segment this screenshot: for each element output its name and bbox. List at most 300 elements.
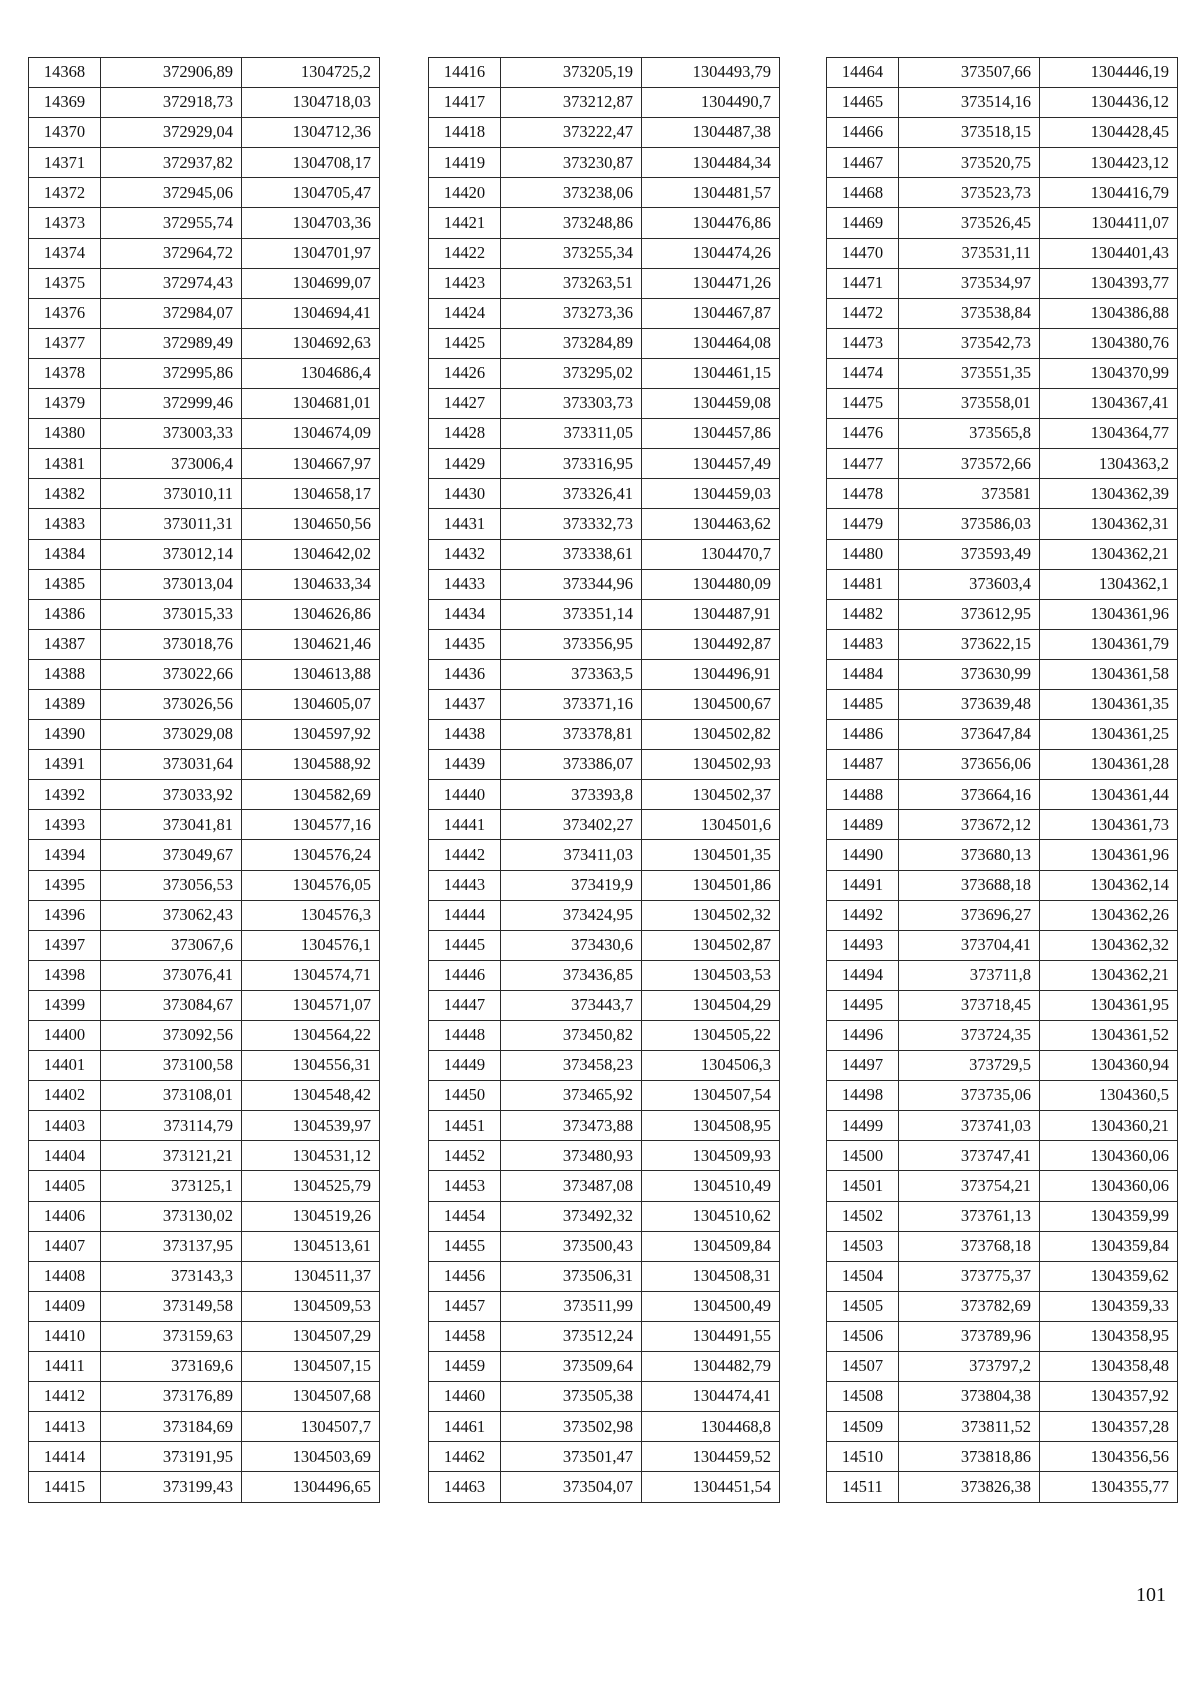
table-row [429,148,780,178]
table-row [29,449,380,479]
x-coordinate-cell: 372929,04 [101,118,242,148]
x-coordinate-cell: 373782,69 [899,1291,1040,1321]
table-row [29,208,380,238]
point-number-cell: 14430 [429,479,501,509]
x-coordinate-cell: 373487,08 [501,1171,642,1201]
point-number-cell: 14441 [429,810,501,840]
table-row [29,840,380,870]
point-number-cell: 14499 [827,1111,899,1141]
x-coordinate-cell: 373013,04 [101,569,242,599]
point-number-cell: 14454 [429,1201,501,1231]
point-number-cell: 14428 [429,419,501,449]
point-number-cell: 14445 [429,930,501,960]
point-number-cell: 14448 [429,1021,501,1051]
x-coordinate-cell: 373205,19 [501,58,642,88]
y-coordinate-cell: 1304359,62 [1040,1261,1178,1291]
table-row [429,750,780,780]
x-coordinate-cell: 373344,96 [501,569,642,599]
y-coordinate-cell: 1304355,77 [1040,1472,1178,1502]
x-coordinate-cell: 373514,16 [899,88,1040,118]
point-number-cell: 14427 [429,389,501,419]
x-coordinate-cell: 373639,48 [899,689,1040,719]
x-coordinate-cell: 373711,8 [899,960,1040,990]
x-coordinate-cell: 373041,81 [101,810,242,840]
table-row [29,599,380,629]
table-row [827,509,1178,539]
table-row [29,1291,380,1321]
x-coordinate-cell: 372918,73 [101,88,242,118]
point-number-cell: 14493 [827,930,899,960]
table-row [29,328,380,358]
table-row [827,1261,1178,1291]
point-number-cell: 14506 [827,1321,899,1351]
y-coordinate-cell: 1304500,49 [642,1291,780,1321]
point-number-cell: 14433 [429,569,501,599]
point-number-cell: 14392 [29,780,101,810]
y-coordinate-cell: 1304361,52 [1040,1021,1178,1051]
x-coordinate-cell: 373176,89 [101,1382,242,1412]
x-coordinate-cell: 373504,07 [501,1472,642,1502]
y-coordinate-cell: 1304507,68 [242,1382,380,1412]
x-coordinate-cell: 373248,86 [501,208,642,238]
y-coordinate-cell: 1304386,88 [1040,298,1178,328]
y-coordinate-cell: 1304363,2 [1040,449,1178,479]
point-number-cell: 14398 [29,960,101,990]
y-coordinate-cell: 1304360,5 [1040,1081,1178,1111]
table-row [827,1442,1178,1472]
y-coordinate-cell: 1304474,26 [642,238,780,268]
x-coordinate-cell: 372945,06 [101,178,242,208]
point-number-cell: 14465 [827,88,899,118]
table-row [827,1231,1178,1261]
y-coordinate-cell: 1304576,3 [242,900,380,930]
table-row [827,1291,1178,1321]
y-coordinate-cell: 1304428,45 [1040,118,1178,148]
x-coordinate-cell: 373011,31 [101,509,242,539]
y-coordinate-cell: 1304705,47 [242,178,380,208]
x-coordinate-cell: 373603,4 [899,569,1040,599]
x-coordinate-cell: 373273,36 [501,298,642,328]
y-coordinate-cell: 1304358,95 [1040,1321,1178,1351]
x-coordinate-cell: 373518,15 [899,118,1040,148]
table-row [429,389,780,419]
x-coordinate-cell: 373121,21 [101,1141,242,1171]
x-coordinate-cell: 373754,21 [899,1171,1040,1201]
x-coordinate-cell: 373199,43 [101,1472,242,1502]
table-row [429,449,780,479]
point-number-cell: 14450 [429,1081,501,1111]
table-row [29,358,380,388]
point-number-cell: 14507 [827,1352,899,1382]
point-number-cell: 14464 [827,58,899,88]
table-row [827,539,1178,569]
point-number-cell: 14436 [429,659,501,689]
x-coordinate-cell: 373565,8 [899,419,1040,449]
point-number-cell: 14503 [827,1231,899,1261]
x-coordinate-cell: 373593,49 [899,539,1040,569]
table-row [429,118,780,148]
point-number-cell: 14421 [429,208,501,238]
y-coordinate-cell: 1304577,16 [242,810,380,840]
x-coordinate-cell: 373492,32 [501,1201,642,1231]
y-coordinate-cell: 1304357,28 [1040,1412,1178,1442]
y-coordinate-cell: 1304501,86 [642,870,780,900]
x-coordinate-cell: 373114,79 [101,1111,242,1141]
point-number-cell: 14387 [29,629,101,659]
y-coordinate-cell: 1304701,97 [242,238,380,268]
table-row [29,960,380,990]
point-number-cell: 14425 [429,328,501,358]
x-coordinate-cell: 373506,31 [501,1261,642,1291]
table-row [827,58,1178,88]
point-number-cell: 14458 [429,1321,501,1351]
table-row [29,268,380,298]
point-number-cell: 14504 [827,1261,899,1291]
table-row [29,58,380,88]
x-coordinate-cell: 373130,02 [101,1201,242,1231]
point-number-cell: 14456 [429,1261,501,1291]
x-coordinate-cell: 373480,93 [501,1141,642,1171]
y-coordinate-cell: 1304492,87 [642,629,780,659]
table-row [429,238,780,268]
y-coordinate-cell: 1304361,73 [1040,810,1178,840]
y-coordinate-cell: 1304509,93 [642,1141,780,1171]
point-number-cell: 14403 [29,1111,101,1141]
table-row [29,509,380,539]
y-coordinate-cell: 1304507,54 [642,1081,780,1111]
y-coordinate-cell: 1304468,8 [642,1412,780,1442]
x-coordinate-cell: 373775,37 [899,1261,1040,1291]
x-coordinate-cell: 373378,81 [501,720,642,750]
x-coordinate-cell: 373026,56 [101,689,242,719]
table-row [827,659,1178,689]
y-coordinate-cell: 1304358,48 [1040,1352,1178,1382]
table-row [827,449,1178,479]
table-row [827,389,1178,419]
y-coordinate-cell: 1304370,99 [1040,358,1178,388]
y-coordinate-cell: 1304461,15 [642,358,780,388]
x-coordinate-cell: 372906,89 [101,58,242,88]
x-coordinate-cell: 373526,45 [899,208,1040,238]
y-coordinate-cell: 1304493,79 [642,58,780,88]
table-row [29,178,380,208]
table-row [827,1141,1178,1171]
table-row [827,148,1178,178]
table-row [827,990,1178,1020]
point-number-cell: 14410 [29,1321,101,1351]
point-number-cell: 14496 [827,1021,899,1051]
x-coordinate-cell: 373505,38 [501,1382,642,1412]
point-number-cell: 14431 [429,509,501,539]
x-coordinate-cell: 373509,64 [501,1352,642,1382]
point-number-cell: 14415 [29,1472,101,1502]
table-row [29,389,380,419]
table-row [827,328,1178,358]
y-coordinate-cell: 1304362,14 [1040,870,1178,900]
x-coordinate-cell: 373029,08 [101,720,242,750]
x-coordinate-cell: 373230,87 [501,148,642,178]
x-coordinate-cell: 373718,45 [899,990,1040,1020]
y-coordinate-cell: 1304459,52 [642,1442,780,1472]
table-row [429,569,780,599]
x-coordinate-cell: 373789,96 [899,1321,1040,1351]
point-number-cell: 14483 [827,629,899,659]
table-row [827,960,1178,990]
x-coordinate-cell: 373402,27 [501,810,642,840]
x-coordinate-cell: 373159,63 [101,1321,242,1351]
y-coordinate-cell: 1304513,61 [242,1231,380,1261]
table-row [827,178,1178,208]
table-row [827,810,1178,840]
table-row [29,118,380,148]
table-row [29,1201,380,1231]
point-number-cell: 14422 [429,238,501,268]
point-number-cell: 14399 [29,990,101,1020]
y-coordinate-cell: 1304423,12 [1040,148,1178,178]
y-coordinate-cell: 1304504,29 [642,990,780,1020]
point-number-cell: 14383 [29,509,101,539]
y-coordinate-cell: 1304571,07 [242,990,380,1020]
x-coordinate-cell: 373704,41 [899,930,1040,960]
point-number-cell: 14471 [827,268,899,298]
table-row [29,419,380,449]
table-row [429,539,780,569]
point-number-cell: 14390 [29,720,101,750]
x-coordinate-cell: 373326,41 [501,479,642,509]
y-coordinate-cell: 1304361,35 [1040,689,1178,719]
point-number-cell: 14463 [429,1472,501,1502]
y-coordinate-cell: 1304650,56 [242,509,380,539]
y-coordinate-cell: 1304718,03 [242,88,380,118]
x-coordinate-cell: 373520,75 [899,148,1040,178]
y-coordinate-cell: 1304362,1 [1040,569,1178,599]
point-number-cell: 14442 [429,840,501,870]
y-coordinate-cell: 1304548,42 [242,1081,380,1111]
y-coordinate-cell: 1304480,09 [642,569,780,599]
point-number-cell: 14388 [29,659,101,689]
y-coordinate-cell: 1304361,28 [1040,750,1178,780]
table-row [29,298,380,328]
table-row [429,1352,780,1382]
y-coordinate-cell: 1304364,77 [1040,419,1178,449]
table-row [29,1412,380,1442]
table-row [29,1021,380,1051]
coordinates-table-1 [28,57,380,1503]
point-number-cell: 14487 [827,750,899,780]
table-row [29,1261,380,1291]
point-number-cell: 14497 [827,1051,899,1081]
y-coordinate-cell: 1304416,79 [1040,178,1178,208]
y-coordinate-cell: 1304359,84 [1040,1231,1178,1261]
table-row [29,88,380,118]
y-coordinate-cell: 1304362,31 [1040,509,1178,539]
table-row [827,1472,1178,1502]
table-row [429,599,780,629]
x-coordinate-cell: 373062,43 [101,900,242,930]
x-coordinate-cell: 373534,97 [899,268,1040,298]
table-row [429,1171,780,1201]
x-coordinate-cell: 373100,58 [101,1051,242,1081]
point-number-cell: 14409 [29,1291,101,1321]
y-coordinate-cell: 1304360,94 [1040,1051,1178,1081]
x-coordinate-cell: 373356,95 [501,629,642,659]
table-row [827,1352,1178,1382]
table-row [827,298,1178,328]
point-number-cell: 14490 [827,840,899,870]
y-coordinate-cell: 1304357,92 [1040,1382,1178,1412]
y-coordinate-cell: 1304361,96 [1040,599,1178,629]
y-coordinate-cell: 1304481,57 [642,178,780,208]
y-coordinate-cell: 1304712,36 [242,118,380,148]
x-coordinate-cell: 373572,66 [899,449,1040,479]
coordinates-table-2 [428,57,780,1503]
y-coordinate-cell: 1304501,35 [642,840,780,870]
y-coordinate-cell: 1304362,26 [1040,900,1178,930]
table-row [827,479,1178,509]
y-coordinate-cell: 1304621,46 [242,629,380,659]
table-row [827,599,1178,629]
point-number-cell: 14443 [429,870,501,900]
x-coordinate-cell: 373511,99 [501,1291,642,1321]
x-coordinate-cell: 373729,5 [899,1051,1040,1081]
table-row [827,569,1178,599]
y-coordinate-cell: 1304574,71 [242,960,380,990]
point-number-cell: 14368 [29,58,101,88]
x-coordinate-cell: 373630,99 [899,659,1040,689]
point-number-cell: 14369 [29,88,101,118]
y-coordinate-cell: 1304467,87 [642,298,780,328]
point-number-cell: 14432 [429,539,501,569]
x-coordinate-cell: 373672,12 [899,810,1040,840]
x-coordinate-cell: 373137,95 [101,1231,242,1261]
x-coordinate-cell: 373108,01 [101,1081,242,1111]
point-number-cell: 14455 [429,1231,501,1261]
point-number-cell: 14502 [827,1201,899,1231]
point-number-cell: 14429 [429,449,501,479]
point-number-cell: 14414 [29,1442,101,1472]
x-coordinate-cell: 373255,34 [501,238,642,268]
x-coordinate-cell: 373411,03 [501,840,642,870]
y-coordinate-cell: 1304360,06 [1040,1171,1178,1201]
y-coordinate-cell: 1304506,3 [642,1051,780,1081]
y-coordinate-cell: 1304496,91 [642,659,780,689]
point-number-cell: 14494 [827,960,899,990]
point-number-cell: 14411 [29,1352,101,1382]
x-coordinate-cell: 373295,02 [501,358,642,388]
table-row [29,1111,380,1141]
x-coordinate-cell: 373424,95 [501,900,642,930]
x-coordinate-cell: 373238,06 [501,178,642,208]
x-coordinate-cell: 373169,6 [101,1352,242,1382]
point-number-cell: 14373 [29,208,101,238]
y-coordinate-cell: 1304360,06 [1040,1141,1178,1171]
table-row [429,990,780,1020]
x-coordinate-cell: 373696,27 [899,900,1040,930]
y-coordinate-cell: 1304490,7 [642,88,780,118]
x-coordinate-cell: 373622,15 [899,629,1040,659]
y-coordinate-cell: 1304436,12 [1040,88,1178,118]
y-coordinate-cell: 1304588,92 [242,750,380,780]
table-row [429,720,780,750]
point-number-cell: 14389 [29,689,101,719]
x-coordinate-cell: 373473,88 [501,1111,642,1141]
x-coordinate-cell: 373332,73 [501,509,642,539]
y-coordinate-cell: 1304525,79 [242,1171,380,1201]
point-number-cell: 14495 [827,990,899,1020]
x-coordinate-cell: 372995,86 [101,358,242,388]
y-coordinate-cell: 1304459,03 [642,479,780,509]
x-coordinate-cell: 373006,4 [101,449,242,479]
point-number-cell: 14459 [429,1352,501,1382]
x-coordinate-cell: 372955,74 [101,208,242,238]
x-coordinate-cell: 373724,35 [899,1021,1040,1051]
table-row [429,298,780,328]
y-coordinate-cell: 1304362,21 [1040,539,1178,569]
table-row [429,780,780,810]
x-coordinate-cell: 373149,58 [101,1291,242,1321]
y-coordinate-cell: 1304633,34 [242,569,380,599]
y-coordinate-cell: 1304500,67 [642,689,780,719]
table-row [429,1111,780,1141]
point-number-cell: 14486 [827,720,899,750]
point-number-cell: 14406 [29,1201,101,1231]
y-coordinate-cell: 1304487,91 [642,599,780,629]
y-coordinate-cell: 1304476,86 [642,208,780,238]
point-number-cell: 14510 [827,1442,899,1472]
point-number-cell: 14474 [827,358,899,388]
y-coordinate-cell: 1304361,44 [1040,780,1178,810]
x-coordinate-cell: 373076,41 [101,960,242,990]
x-coordinate-cell: 373538,84 [899,298,1040,328]
x-coordinate-cell: 373458,23 [501,1051,642,1081]
point-number-cell: 14508 [827,1382,899,1412]
table-row [827,419,1178,449]
table-row [29,780,380,810]
table-row [429,419,780,449]
y-coordinate-cell: 1304681,01 [242,389,380,419]
x-coordinate-cell: 373092,56 [101,1021,242,1051]
y-coordinate-cell: 1304474,41 [642,1382,780,1412]
point-number-cell: 14481 [827,569,899,599]
x-coordinate-cell: 373542,73 [899,328,1040,358]
point-number-cell: 14420 [429,178,501,208]
x-coordinate-cell: 373612,95 [899,599,1040,629]
table-row [29,689,380,719]
table-row [429,900,780,930]
table-row [429,88,780,118]
point-number-cell: 14401 [29,1051,101,1081]
y-coordinate-cell: 1304658,17 [242,479,380,509]
point-number-cell: 14376 [29,298,101,328]
y-coordinate-cell: 1304519,26 [242,1201,380,1231]
point-number-cell: 14394 [29,840,101,870]
x-coordinate-cell: 373581 [899,479,1040,509]
point-number-cell: 14408 [29,1261,101,1291]
y-coordinate-cell: 1304505,22 [642,1021,780,1051]
x-coordinate-cell: 373003,33 [101,419,242,449]
point-number-cell: 14491 [827,870,899,900]
x-coordinate-cell: 373797,2 [899,1352,1040,1382]
table-row [29,1141,380,1171]
point-number-cell: 14405 [29,1171,101,1201]
x-coordinate-cell: 373033,92 [101,780,242,810]
point-number-cell: 14480 [827,539,899,569]
y-coordinate-cell: 1304686,4 [242,358,380,388]
table-row [827,870,1178,900]
x-coordinate-cell: 373419,9 [501,870,642,900]
x-coordinate-cell: 373826,38 [899,1472,1040,1502]
y-coordinate-cell: 1304564,22 [242,1021,380,1051]
